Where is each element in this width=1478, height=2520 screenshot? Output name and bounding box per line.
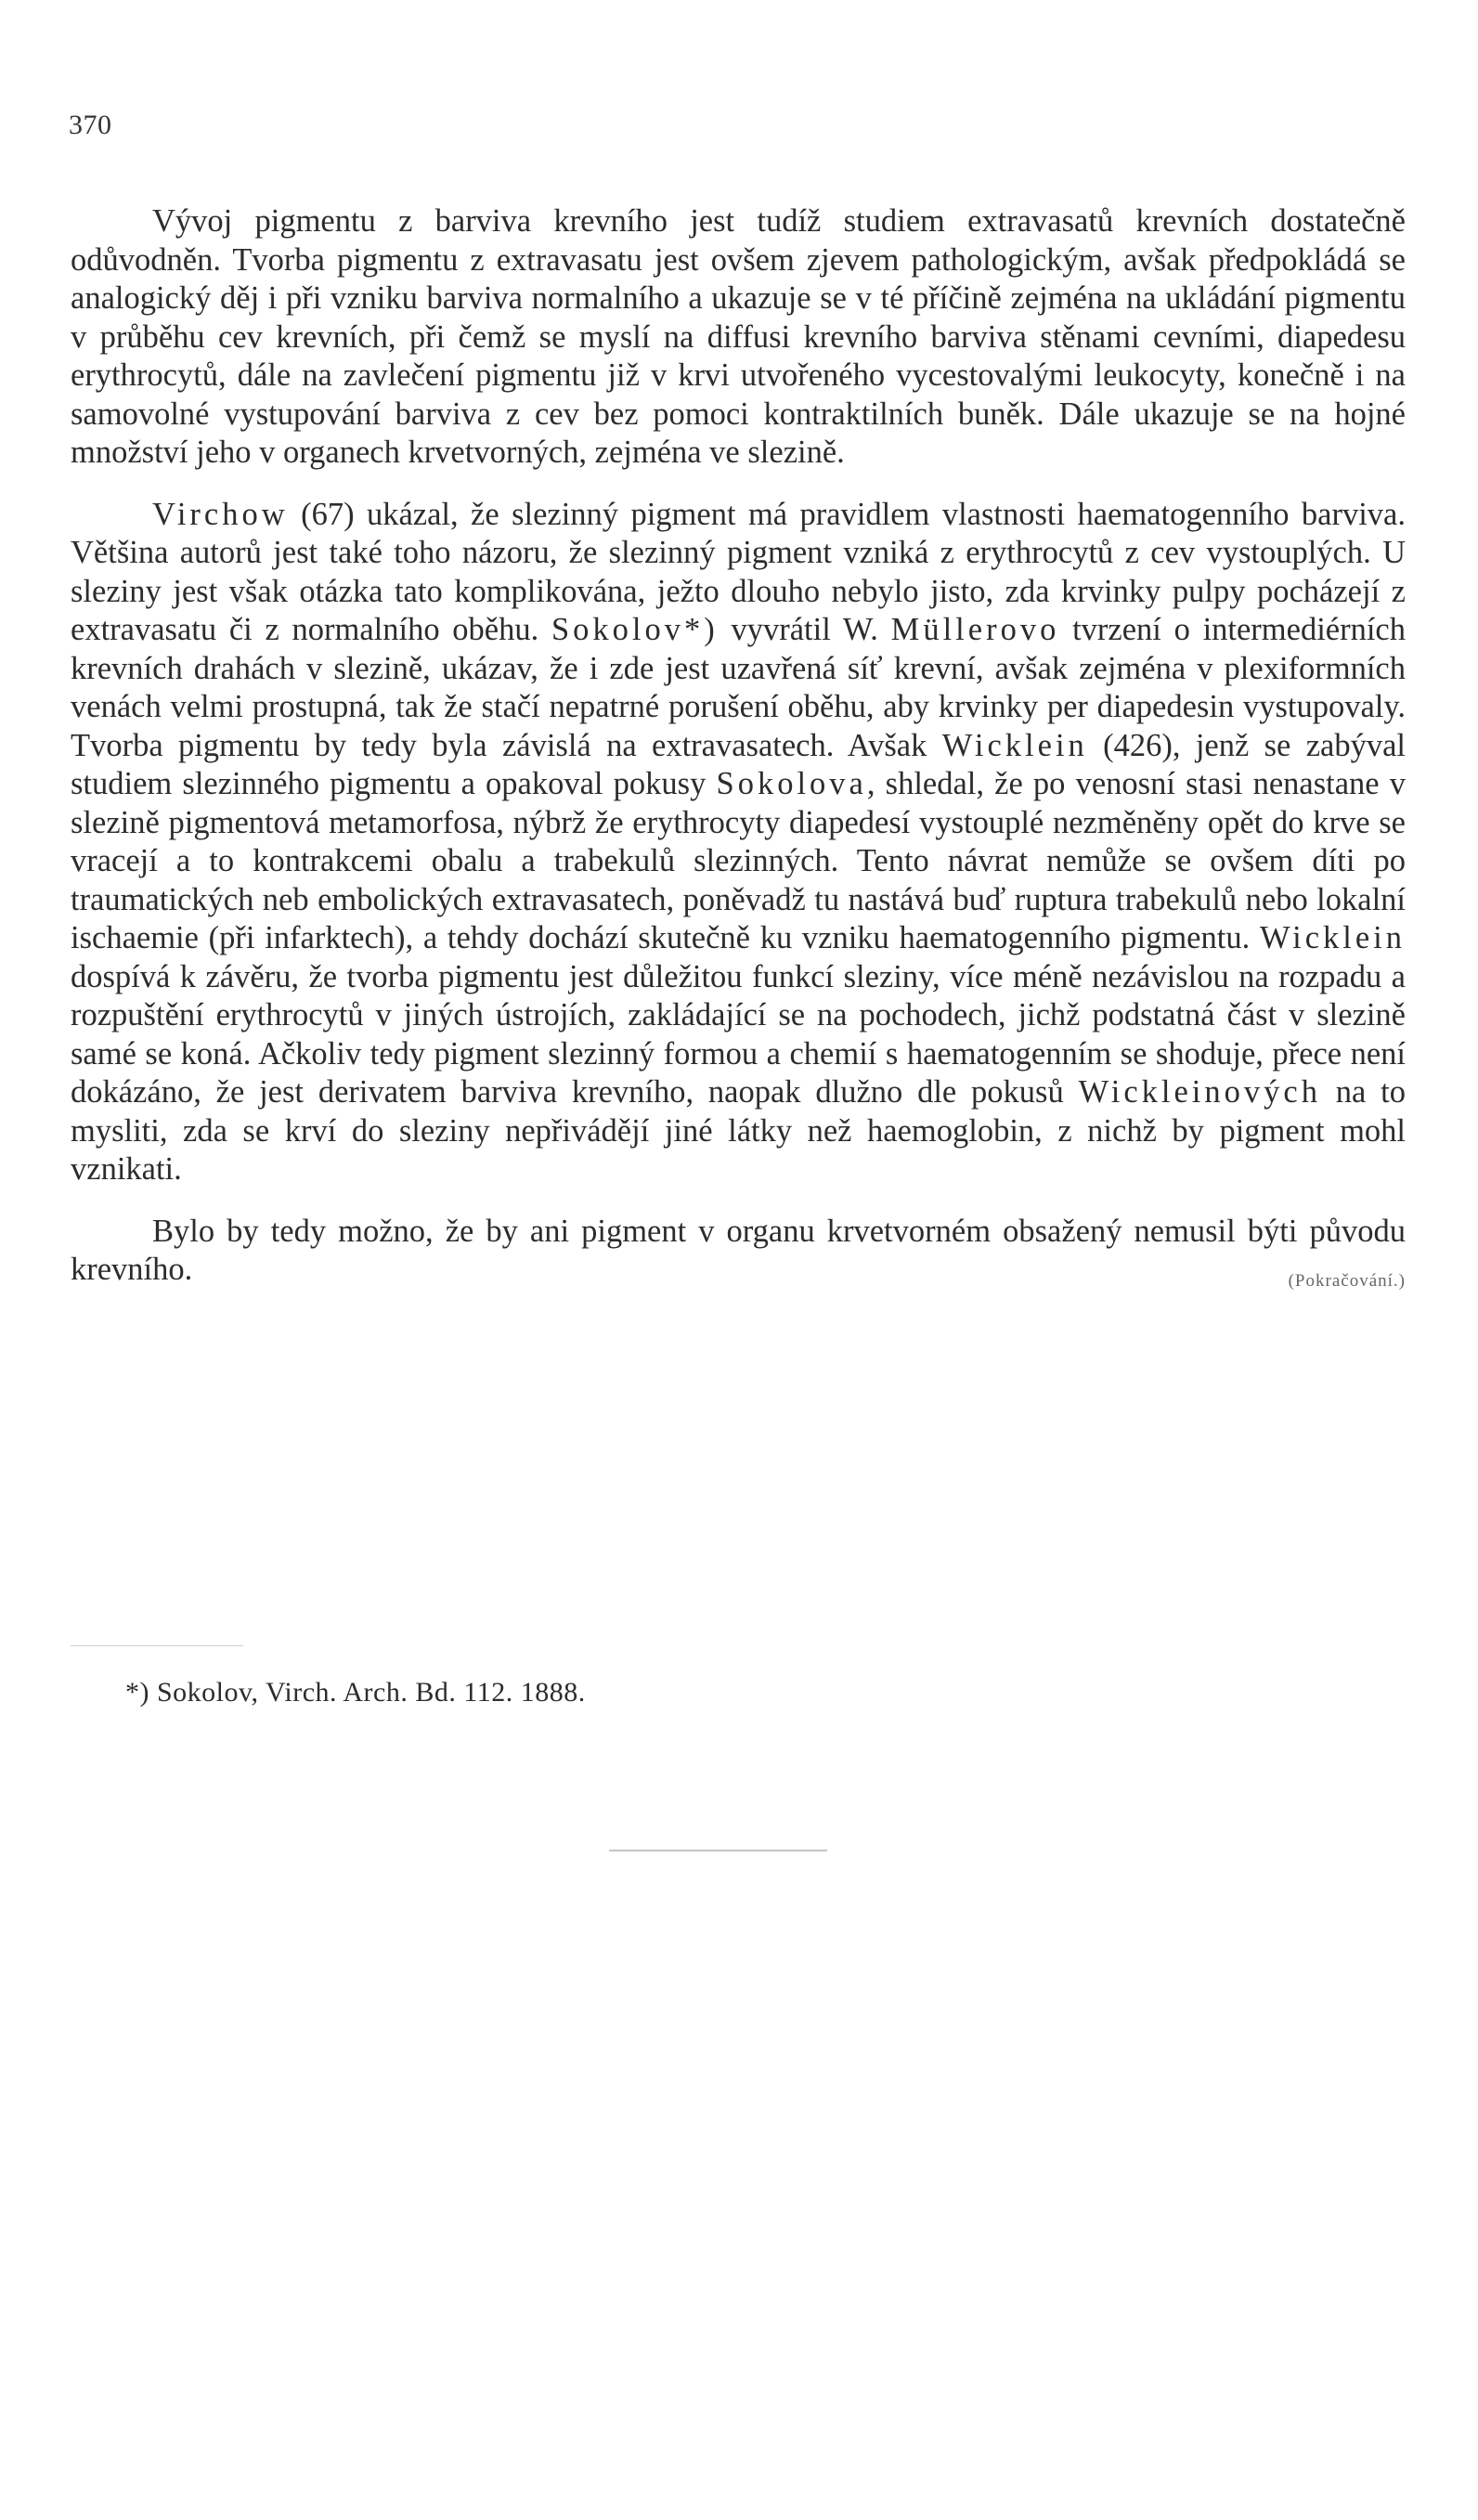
body-text xyxy=(71,202,1406,1301)
text-segment: (67) ukázal, že slezinný pigment má pravidlem vlastnosti haematogenního barviva. Většina autorů jest také toho názoru, že slezinný pigment vzniká z erythrocytů z cev vystouplých. U sleziny jest však otázka tato komplikována, ježto dlouho nebylo jisto, zda krvinky pulpy pocházejí z extravasatu či z normalního oběhu. xyxy=(71,496,1406,647)
paragraph-2 xyxy=(71,496,1406,1189)
page-number: 370 xyxy=(69,110,112,140)
footnote-divider xyxy=(71,1645,243,1646)
text-segment: (426), jenž se zabýval studiem slezinného pigmentu a opakoval pokusy xyxy=(71,727,1406,801)
text-segment: Vývoj pigmentu z barviva krevního jest tudíž studiem extravasatů krevních dostatečně odůvodněn. Tvorba pigmentu z extravasatu jest ovšem zjevem pathologickým, avšak předpokládá se analogický děj i při vzniku barviva normalního a ukazuje se v té příčině zejména na ukládání pigmentu v průběhu cev krevních, při čemž se myslí na diffusi krevního barviva stěnami cevními, diapedesu erythrocytů, dále na zavlečení pigmentu již v krvi utvořeného vycestovalými leukocyty, konečně i na samovolné vystupování barviva z cev bez pomoci kontraktilních buněk. Dále ukazuje se na hojné množství jeho v organech krvetvorných, zejména ve slezině. xyxy=(71,203,1406,470)
author-name: Wickleinových xyxy=(1078,1074,1321,1110)
text-segment: na to mysliti, zda se krví do sleziny nepřivádějí jiné látky než haemoglobin, z nichž by pigment mohl vznikati. xyxy=(71,1074,1406,1187)
text-segment: tvrzení o intermediérních krevních drahách v slezině, ukázav, že i zde jest uzavřená síť krevní, avšak zejména v plexiformních venách velmi prostupná, tak že stačí nepatrné porušení oběhu, aby krvinky per diapedesin vystupovaly. Tvorba pigmentu by tedy byla závislá na extravasatech. Avšak xyxy=(71,612,1406,763)
author-name: Sokolova xyxy=(716,766,867,801)
paragraph-1 xyxy=(71,202,1406,473)
text-segment: dospívá k závěru, že tvorba pigmentu jest důležitou funkcí sleziny, více méně nezávislou na rozpadu a rozpuštění erythrocytů v jiných ústrojích, zakládající se na pochodech, jichž podstatná část v slezině samé se koná. Ačkoliv tedy pigment slezinný formou a chemií s haematogenním se shoduje, přece není dokázáno, že jest derivatem barviva krevního, naopak dlužno dle pokusů xyxy=(71,958,1406,1110)
paragraph-3 xyxy=(71,1213,1406,1290)
author-name: Müllerovo xyxy=(890,612,1060,647)
text-segment: vyvrátil W. xyxy=(718,612,891,647)
author-name: Wicklein xyxy=(1259,920,1406,955)
author-name: Sokolov*) xyxy=(551,612,719,647)
author-name: Virchow xyxy=(152,496,289,532)
author-name: Wicklein xyxy=(941,727,1088,763)
text-segment: , shledal, že po venosní stasi nenastane v slezině pigmentová metamorfosa, nýbrž že erythrocyty diapedesí vystouplé nezměněny opět do krve se vracejí a to kontrakcemi obalu a trabekulů slezinných. Tento návrat nemůže se ovšem díti po traumatických neb embolických extravasatech, poněvadž tu nastává buď ruptura trabekulů nebo lokalní ischaemie (při infarktech), a tehdy dochází skutečně ku vzniku haematogenního pigmentu. xyxy=(71,766,1406,955)
text-segment: Bylo by tedy možno, že by ani pigment v organu krvetvorném obsažený nemusil býti původu krevního. xyxy=(71,1213,1406,1287)
end-rule xyxy=(609,1850,827,1851)
continuation-note: (Pokračování.) xyxy=(1288,1271,1406,1291)
footnote: *) Sokolov, Virch. Arch. Bd. 112. 1888. xyxy=(125,1677,586,1708)
